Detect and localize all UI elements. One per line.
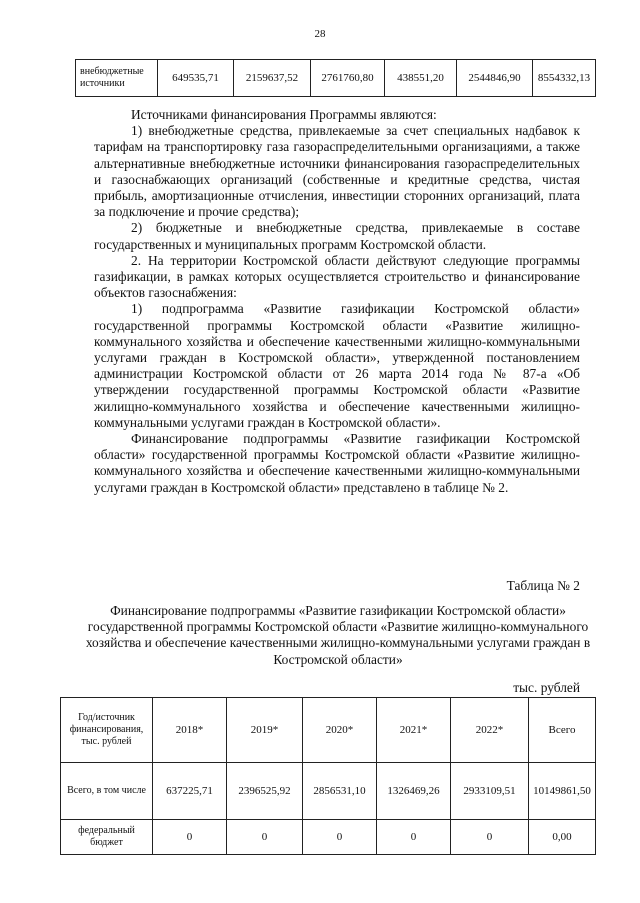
table-cell: 0,00	[529, 820, 596, 855]
table-cell: 438551,20	[385, 60, 457, 97]
table-row	[76, 60, 596, 97]
financing-table	[60, 697, 596, 855]
units-label: тыс. рублей	[513, 680, 580, 695]
table-cell: 0	[377, 820, 451, 855]
column-header: 2018*	[153, 698, 227, 763]
column-header: Всего	[529, 698, 596, 763]
table-cell: 2933109,51	[451, 763, 529, 820]
table-cell: 637225,71	[153, 763, 227, 820]
table-cell: 0	[153, 820, 227, 855]
paragraph: Финансирование подпрограммы «Развитие газификации Костромской области» государственной программы Костромской области «Развитие жилищно-коммунального хозяйства и обеспечение качественными жилищно-коммунальными услугами граждан в Костромской области» представлено в таблице № 2.	[94, 431, 580, 495]
table-row	[61, 763, 596, 820]
column-header: Год/источник финансирования, тыс. рублей	[61, 698, 153, 763]
table-cell: 2544846,90	[457, 60, 533, 97]
row-label: внебюджетные источники	[76, 60, 158, 97]
table-cell: 2396525,92	[227, 763, 303, 820]
funding-table-continuation	[75, 59, 596, 97]
column-header: 2022*	[451, 698, 529, 763]
table-cell: 0	[451, 820, 529, 855]
funding-sources-section	[94, 107, 580, 496]
paragraph: 1) подпрограмма «Развитие газификации Костромской области» государственной программы Костромской области «Развитие жилищно-коммунального хозяйства и обеспечение качественными жилищно-коммунальными услугами граждан в Костромской области», утвержденной постановлением администрации Костромской области от 26 марта 2014 года № 87-а «Об утверждении государственной программы Костромской области «Развитие жилищно-коммунального хозяйства и обеспечение качественными жилищно-коммунальными услугами граждан в Костромской области».	[94, 301, 580, 430]
paragraph: 1) внебюджетные средства, привлекаемые за счет специальных надбавок к тарифам на транспортировку газа газораспределительными организациями, а также альтернативные внебюджетные источники финансирования газораспределительных и газоснабжающих организаций (собственные и кредитные средства, чистая прибыль, амортизационные отчисления, инвестиции сторонних организаций, плата за подключение и прочие средства);	[94, 123, 580, 220]
row-label: Всего, в том числе	[61, 763, 153, 820]
table-cell: 1326469,26	[377, 763, 451, 820]
page-number: 28	[314, 28, 326, 40]
column-header: 2019*	[227, 698, 303, 763]
paragraph: 2. На территории Костромской области действуют следующие программы газификации, в рамках которых осуществляется строительство и финансирование объектов газоснабжения:	[94, 252, 580, 301]
column-header: 2020*	[303, 698, 377, 763]
row-label: федеральный бюджет	[61, 820, 153, 855]
column-header: 2021*	[377, 698, 451, 763]
table-row	[61, 820, 596, 855]
paragraph: Источниками финансирования Программы являются:	[131, 107, 437, 122]
table-label: Таблица № 2	[506, 578, 580, 593]
table-cell: 2761760,80	[311, 60, 385, 97]
table-cell: 8554332,13	[533, 60, 596, 97]
table-cell: 0	[227, 820, 303, 855]
paragraph: 2) бюджетные и внебюджетные средства, привлекаемые в составе государственных и муниципальных программ Костромской области.	[94, 220, 580, 252]
table-cell: 2159637,52	[234, 60, 311, 97]
table-cell: 0	[303, 820, 377, 855]
table-cell: 649535,71	[158, 60, 234, 97]
table-title: Финансирование подпрограммы «Развитие газификации Костромской области» государственной программы Костромской области «Развитие жилищно-коммунального хозяйства и обеспечение качественными жилищно-коммунальными услугами граждан в Костромской области»	[85, 603, 591, 667]
table-cell: 2856531,10	[303, 763, 377, 820]
table-cell: 10149861,50	[529, 763, 596, 820]
table-header-row	[61, 698, 596, 763]
